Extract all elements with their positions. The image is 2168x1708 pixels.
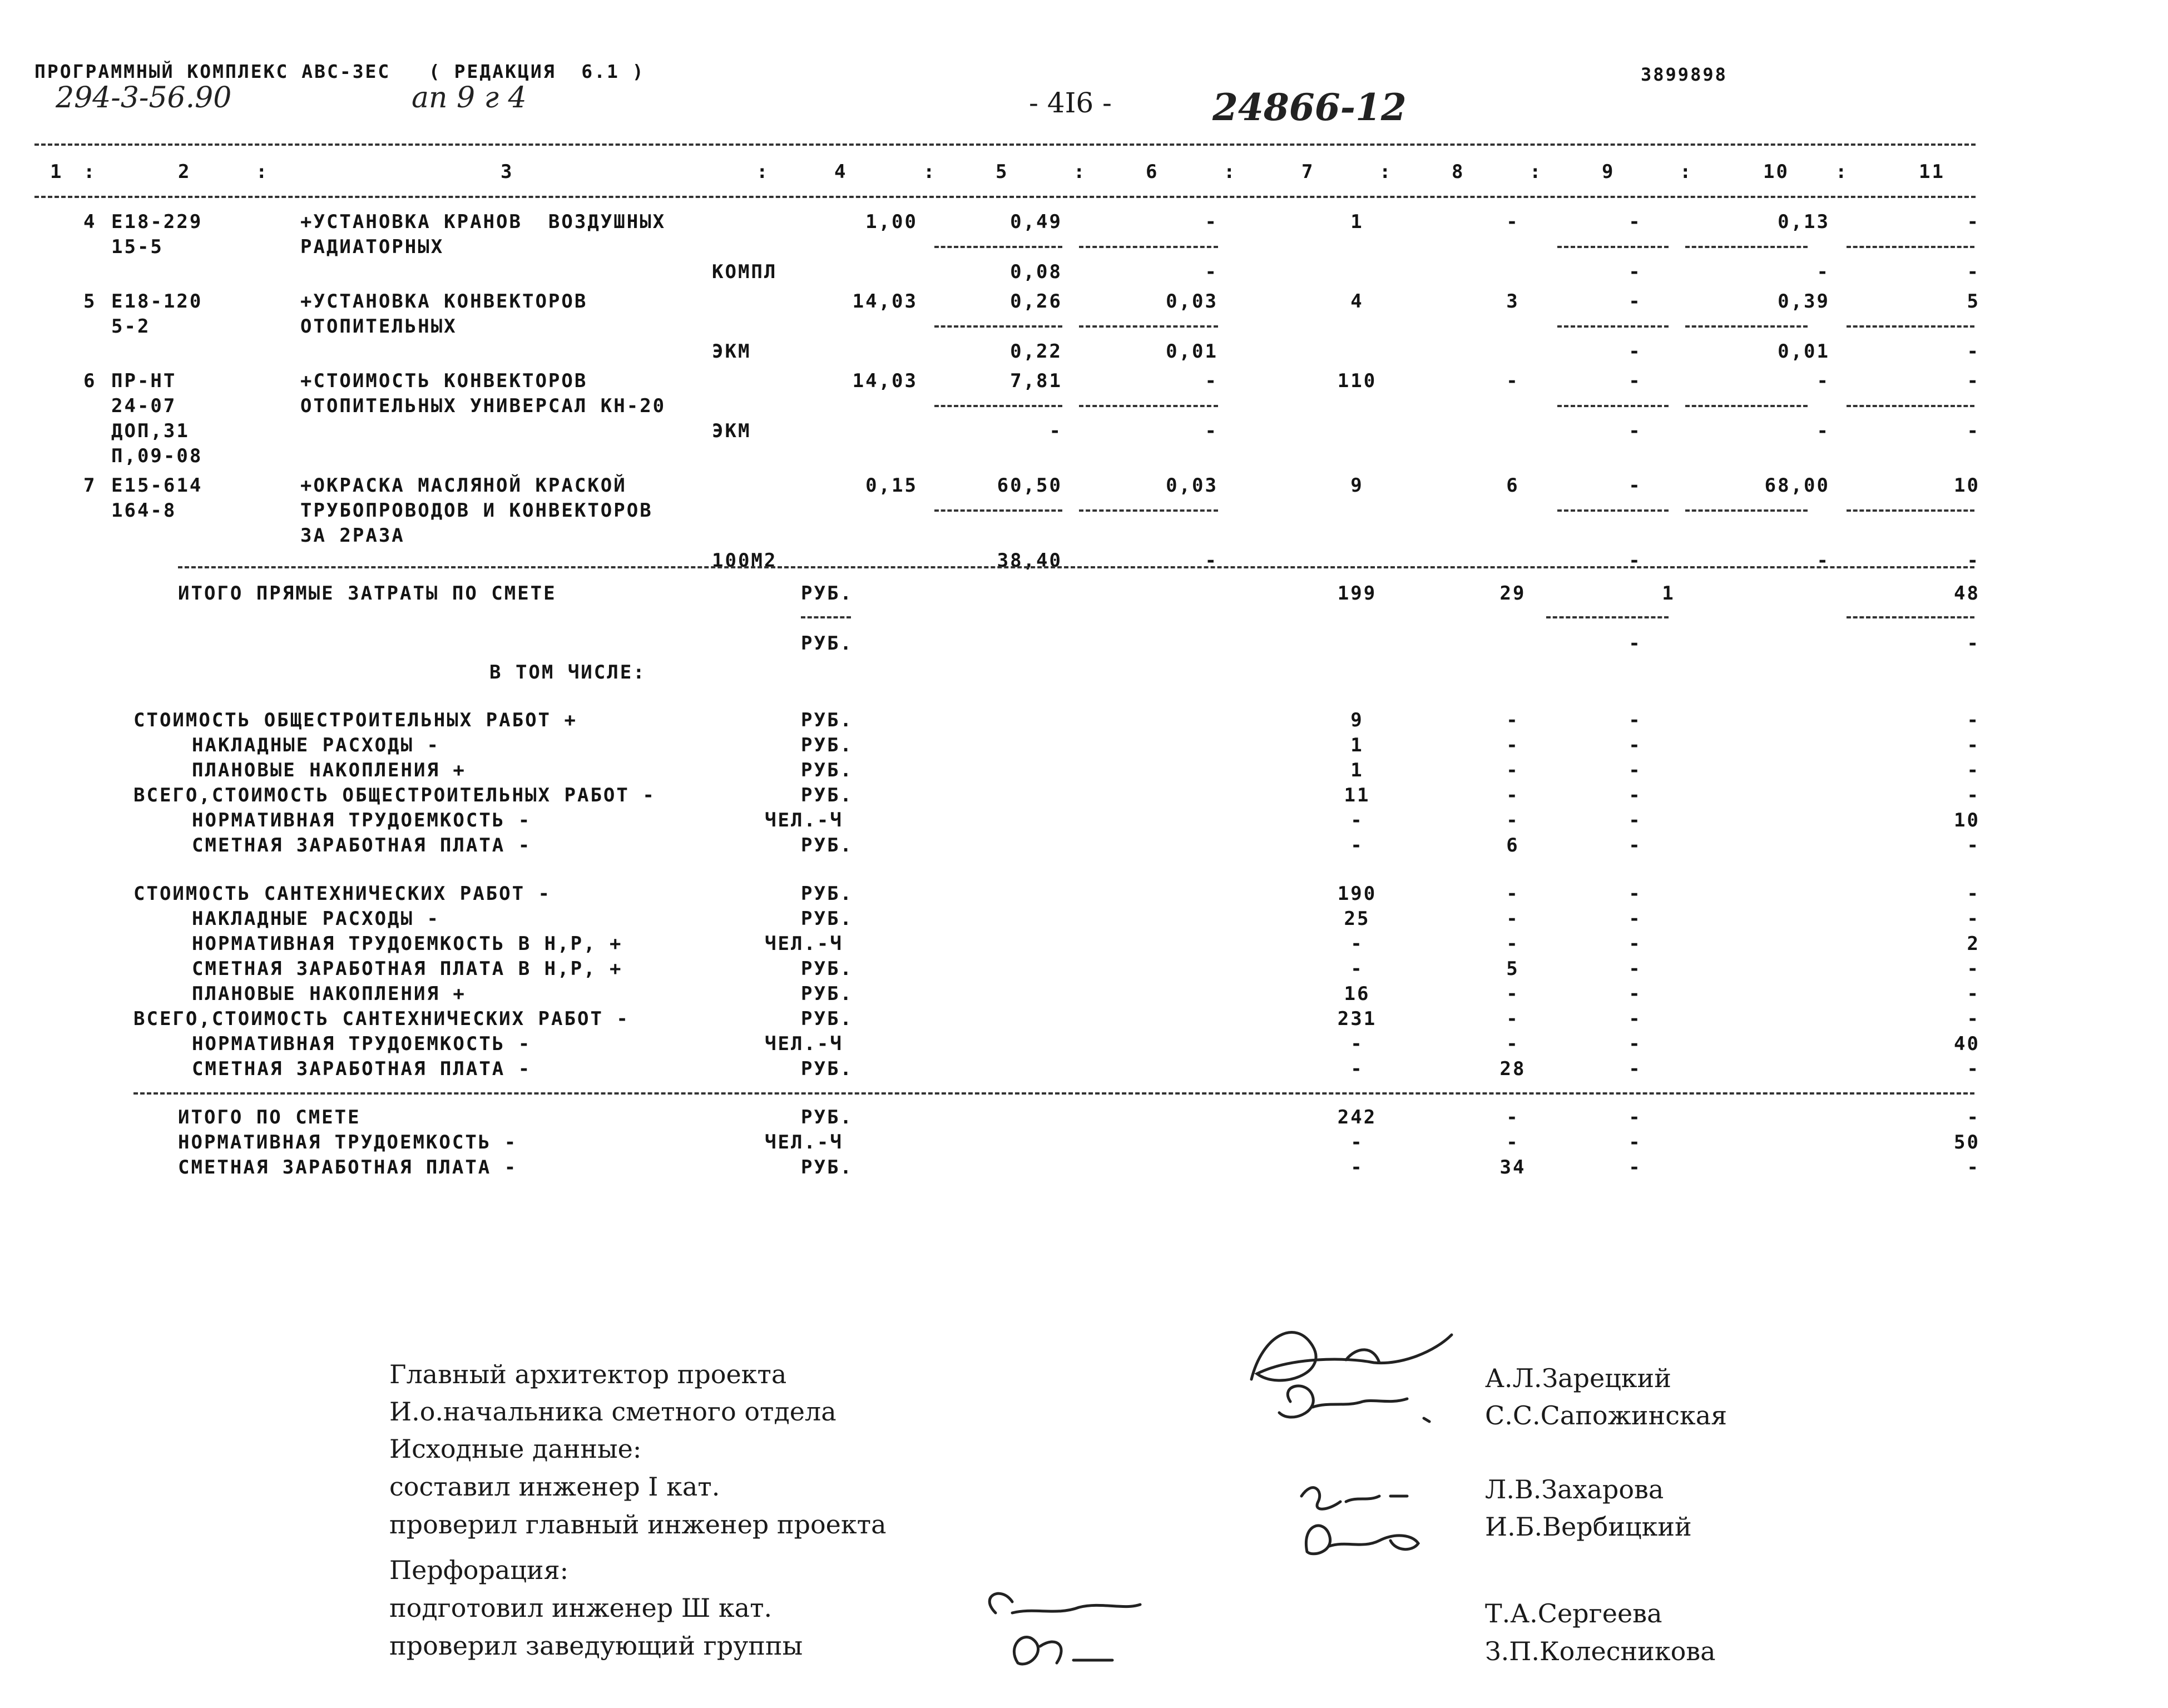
grand-total-col9: - xyxy=(1629,1156,1642,1179)
item-col11: 10 xyxy=(1954,474,1980,497)
summary-unit: РУБ. xyxy=(801,1008,853,1030)
summary-col8: - xyxy=(1506,784,1519,806)
summary-unit: РУБ. xyxy=(801,784,853,806)
summary-unit: ЧЕЛ.-Ч xyxy=(765,1033,843,1055)
summary-col11: - xyxy=(1967,834,1980,857)
summary-col9: - xyxy=(1629,784,1642,806)
summary-col8: - xyxy=(1506,1033,1519,1055)
item-code: ДОП,31 xyxy=(111,420,190,442)
summary-col7: - xyxy=(1350,933,1364,955)
item-code: П,09-08 xyxy=(111,445,203,467)
item-col5-sub: - xyxy=(1049,420,1062,442)
item-col11-sub: - xyxy=(1967,340,1980,363)
summary-col7: 16 xyxy=(1344,983,1370,1005)
summary-col7: 190 xyxy=(1337,883,1377,905)
summary-unit: РУБ. xyxy=(801,883,853,905)
item-quantity: 14,03 xyxy=(852,370,918,392)
item-col6: - xyxy=(1205,211,1218,233)
signature-role: И.о.начальника сметного отдела xyxy=(389,1397,836,1427)
summary-col9: - xyxy=(1629,809,1642,831)
summary-col8: - xyxy=(1506,709,1519,731)
direct-total-col11b: - xyxy=(1967,632,1980,655)
item-number: 4 xyxy=(83,211,97,233)
grand-total-col7: 242 xyxy=(1337,1106,1377,1128)
summary-col8: - xyxy=(1506,883,1519,905)
summary-col9: - xyxy=(1629,759,1642,781)
item-col5: 0,49 xyxy=(1010,211,1062,233)
signature-role: проверил заведующий группы xyxy=(389,1631,803,1661)
item-code: Е18-120 xyxy=(111,290,203,313)
column-number: 11 xyxy=(1919,161,1945,183)
summary-col9: - xyxy=(1629,958,1642,980)
grand-total-col9: - xyxy=(1629,1131,1642,1153)
item-col5-sub: 38,40 xyxy=(997,549,1062,572)
item-subrule xyxy=(1079,405,1218,407)
summary-label: СМЕТНАЯ ЗАРАБОТНАЯ ПЛАТА - xyxy=(192,1058,532,1080)
header-rule-bottom xyxy=(34,196,1976,198)
summary-unit: РУБ. xyxy=(801,834,853,857)
item-subrule xyxy=(1079,325,1218,328)
column-separator: : xyxy=(1224,161,1237,183)
direct-total-col11: 48 xyxy=(1954,582,1980,605)
item-col10-sub: - xyxy=(1816,549,1830,572)
summary-unit: РУБ. xyxy=(801,1058,853,1080)
summary-col7: - xyxy=(1350,1058,1364,1080)
direct-total-unit: РУБ. xyxy=(801,582,853,605)
column-number: 4 xyxy=(834,161,848,183)
signature-name: И.Б.Вербицкий xyxy=(1485,1512,1692,1542)
summary-unit: РУБ. xyxy=(801,759,853,781)
signature-name: З.П.Колесникова xyxy=(1485,1636,1716,1666)
column-separator: : xyxy=(923,161,937,183)
summary-col7: 1 xyxy=(1350,734,1364,756)
summary-col11: 40 xyxy=(1954,1033,1980,1055)
item-col10: 0,39 xyxy=(1778,290,1830,313)
summary-label: НОРМАТИВНАЯ ТРУДОЕМКОСТЬ - xyxy=(192,809,532,831)
direct-total-subrule xyxy=(1546,616,1669,618)
item-col9: - xyxy=(1629,211,1642,233)
column-separator: : xyxy=(1379,161,1393,183)
item-subrule xyxy=(1079,509,1218,512)
item-unit: 100М2 xyxy=(712,549,778,572)
summary-col9: - xyxy=(1629,1058,1642,1080)
item-col5-sub: 0,22 xyxy=(1010,340,1062,363)
column-number: 6 xyxy=(1146,161,1159,183)
grand-total-col7: - xyxy=(1350,1131,1364,1153)
item-col7: 110 xyxy=(1337,370,1377,392)
item-unit: ЭКМ xyxy=(712,340,751,363)
item-subrule xyxy=(1079,246,1218,248)
summary-col11: - xyxy=(1967,1008,1980,1030)
item-col5-sub: 0,08 xyxy=(1010,261,1062,283)
column-number: 5 xyxy=(996,161,1009,183)
summary-col11: - xyxy=(1967,709,1980,731)
summary-col11: 2 xyxy=(1967,933,1980,955)
signature-name: А.Л.Зарецкий xyxy=(1485,1363,1671,1393)
summary-label: СМЕТНАЯ ЗАРАБОТНАЯ ПЛАТА В Н,Р, + xyxy=(192,958,623,980)
summary-col8: 6 xyxy=(1506,834,1519,857)
column-separator: : xyxy=(1073,161,1087,183)
item-subrule xyxy=(1685,246,1808,248)
item-col10: 0,13 xyxy=(1778,211,1830,233)
column-separator: : xyxy=(1530,161,1543,183)
column-number: 10 xyxy=(1763,161,1789,183)
grand-total-col8: - xyxy=(1506,1131,1519,1153)
item-subrule xyxy=(1557,405,1669,407)
signature-role: Перфорация: xyxy=(389,1555,569,1585)
summary-col8: - xyxy=(1506,809,1519,831)
grand-total-col11: - xyxy=(1967,1156,1980,1179)
summary-col8: - xyxy=(1506,734,1519,756)
summary-col8: - xyxy=(1506,1008,1519,1030)
column-separator: : xyxy=(256,161,269,183)
direct-total-subrule xyxy=(801,616,851,618)
summary-col8: 28 xyxy=(1499,1058,1526,1080)
summary-col7: 25 xyxy=(1344,908,1370,930)
item-col8: - xyxy=(1506,211,1519,233)
summary-label: НОРМАТИВНАЯ ТРУДОЕМКОСТЬ В Н,Р, + xyxy=(192,933,623,955)
item-name: ОТОПИТЕЛЬНЫХ УНИВЕРСАЛ КН-20 xyxy=(300,395,666,417)
item-code: 5-2 xyxy=(111,315,151,338)
item-col10-sub: - xyxy=(1816,420,1830,442)
summary-col7: 11 xyxy=(1344,784,1370,806)
summary-col7: 231 xyxy=(1337,1008,1377,1030)
item-name: +СТОИМОСТЬ КОНВЕКТОРОВ xyxy=(300,370,588,392)
summary-label: СТОИМОСТЬ САНТЕХНИЧЕСКИХ РАБОТ - xyxy=(133,883,552,905)
grand-total-col11: - xyxy=(1967,1106,1980,1128)
grand-total-col8: - xyxy=(1506,1106,1519,1128)
grand-total-unit: РУБ. xyxy=(801,1156,853,1179)
item-col11-sub: - xyxy=(1967,549,1980,572)
item-col5: 0,26 xyxy=(1010,290,1062,313)
item-code: Е15-614 xyxy=(111,474,203,497)
item-number: 5 xyxy=(83,290,97,313)
summary-label: НОРМАТИВНАЯ ТРУДОЕМКОСТЬ - xyxy=(192,1033,532,1055)
summary-col9: - xyxy=(1629,1008,1642,1030)
summary-col11: - xyxy=(1967,759,1980,781)
item-name: +ОКРАСКА МАСЛЯНОЙ КРАСКОЙ xyxy=(300,474,627,497)
signature-role: составил инженер I кат. xyxy=(389,1472,720,1502)
item-subrule xyxy=(1557,509,1669,512)
direct-total-subrule xyxy=(1847,616,1974,618)
item-col6-sub: - xyxy=(1205,420,1218,442)
signature-name: С.С.Сапожинская xyxy=(1485,1400,1728,1430)
item-col10: - xyxy=(1816,370,1830,392)
item-subrule xyxy=(1685,325,1808,328)
item-quantity: 0,15 xyxy=(865,474,918,497)
grand-total-label: СМЕТНАЯ ЗАРАБОТНАЯ ПЛАТА - xyxy=(178,1156,518,1179)
grand-total-label: ИТОГО ПО СМЕТЕ xyxy=(178,1106,361,1128)
direct-total-unit2: РУБ. xyxy=(801,632,853,655)
summary-col8: - xyxy=(1506,759,1519,781)
summary-col11: - xyxy=(1967,883,1980,905)
signature-role: проверил главный инженер проекта xyxy=(389,1509,887,1539)
direct-total-col9: 1 xyxy=(1662,582,1675,605)
item-col9: - xyxy=(1629,290,1642,313)
item-number: 6 xyxy=(83,370,97,392)
item-code: 164-8 xyxy=(111,499,177,522)
direct-total-col8: 29 xyxy=(1499,582,1526,605)
item-col11-sub: - xyxy=(1967,420,1980,442)
item-col7: 9 xyxy=(1350,474,1364,497)
summary-label: НАКЛАДНЫЕ РАСХОДЫ - xyxy=(192,908,440,930)
column-separator: : xyxy=(1680,161,1693,183)
summary-col8: - xyxy=(1506,908,1519,930)
item-col9: - xyxy=(1629,370,1642,392)
direct-total-label: ИТОГО ПРЯМЫЕ ЗАТРАТЫ ПО СМЕТЕ xyxy=(178,582,557,605)
direct-total-col9b: - xyxy=(1629,632,1642,655)
item-col9-sub: - xyxy=(1629,261,1642,283)
item-col6-sub: 0,01 xyxy=(1166,340,1218,363)
summary-unit: ЧЕЛ.-Ч xyxy=(765,933,843,955)
summary-col11: - xyxy=(1967,784,1980,806)
summary-col11: - xyxy=(1967,1058,1980,1080)
item-col11: 5 xyxy=(1967,290,1980,313)
grand-total-rule xyxy=(133,1092,1974,1095)
item-quantity: 14,03 xyxy=(852,290,918,313)
grand-total-label: НОРМАТИВНАЯ ТРУДОЕМКОСТЬ - xyxy=(178,1131,518,1153)
grand-total-col8: 34 xyxy=(1499,1156,1526,1179)
summary-unit: РУБ. xyxy=(801,734,853,756)
summary-col9: - xyxy=(1629,908,1642,930)
summary-col9: - xyxy=(1629,709,1642,731)
summary-unit: ЧЕЛ.-Ч xyxy=(765,809,843,831)
item-col9-sub: - xyxy=(1629,340,1642,363)
item-subrule xyxy=(934,405,1062,407)
column-number: 8 xyxy=(1452,161,1465,183)
summary-col7: - xyxy=(1350,809,1364,831)
header-rule-top xyxy=(34,143,1976,146)
grand-total-unit: РУБ. xyxy=(801,1106,853,1128)
signature-role: Исходные данные: xyxy=(389,1434,642,1464)
serial-number: 3899898 xyxy=(1641,64,1728,85)
item-col7: 1 xyxy=(1350,211,1364,233)
program-title: ПРОГРАММНЫЙ КОМПЛЕКС АВС-ЗЕС ( РЕДАКЦИЯ 6.1 ) xyxy=(34,61,645,82)
item-code: Е18-229 xyxy=(111,211,203,233)
album-number: ап 9 г 4 xyxy=(412,81,527,115)
item-subrule xyxy=(1847,405,1974,407)
signature-name: Л.В.Захарова xyxy=(1485,1474,1664,1504)
item-subrule xyxy=(1557,246,1669,248)
summary-col8: - xyxy=(1506,933,1519,955)
item-col6: - xyxy=(1205,370,1218,392)
item-col6-sub: - xyxy=(1205,261,1218,283)
item-col7: 4 xyxy=(1350,290,1364,313)
summary-col8: - xyxy=(1506,983,1519,1005)
item-name: ОТОПИТЕЛЬНЫХ xyxy=(300,315,457,338)
summary-label: СТОИМОСТЬ ОБЩЕСТРОИТЕЛЬНЫХ РАБОТ + xyxy=(133,709,577,731)
summary-col11: - xyxy=(1967,958,1980,980)
document-code: 294-3-56.90 xyxy=(56,81,232,115)
summary-col9: - xyxy=(1629,834,1642,857)
item-code: 24-07 xyxy=(111,395,177,417)
signature-role: подготовил инженер Ш кат. xyxy=(389,1593,773,1623)
summary-unit: РУБ. xyxy=(801,958,853,980)
item-unit: ЭКМ xyxy=(712,420,751,442)
summary-col7: - xyxy=(1350,834,1364,857)
item-col9: - xyxy=(1629,474,1642,497)
item-subrule xyxy=(1847,246,1974,248)
item-name: ТРУБОПРОВОДОВ И КОНВЕКТОРОВ xyxy=(300,499,653,522)
column-separator: : xyxy=(1835,161,1849,183)
signature-role: Главный архитектор проекта xyxy=(389,1359,787,1389)
summary-label: ПЛАНОВЫЕ НАКОПЛЕНИЯ + xyxy=(192,759,466,781)
item-subrule xyxy=(1557,325,1669,328)
item-col11: - xyxy=(1967,211,1980,233)
item-col5: 7,81 xyxy=(1010,370,1062,392)
summary-col11: - xyxy=(1967,734,1980,756)
summary-col11: 10 xyxy=(1954,809,1980,831)
item-subrule xyxy=(934,509,1062,512)
item-subrule xyxy=(934,246,1062,248)
item-col10-sub: 0,01 xyxy=(1778,340,1830,363)
item-col10: 68,00 xyxy=(1764,474,1830,497)
summary-col7: 1 xyxy=(1350,759,1364,781)
summary-col9: - xyxy=(1629,734,1642,756)
item-col11: - xyxy=(1967,370,1980,392)
item-col6-sub: - xyxy=(1205,549,1218,572)
summary-col9: - xyxy=(1629,1033,1642,1055)
item-col9-sub: - xyxy=(1629,549,1642,572)
item-quantity: 1,00 xyxy=(865,211,918,233)
grand-total-col11: 50 xyxy=(1954,1131,1980,1153)
item-col6: 0,03 xyxy=(1166,290,1218,313)
summary-col7: - xyxy=(1350,1033,1364,1055)
grand-total-unit: ЧЕЛ.-Ч xyxy=(765,1131,843,1153)
column-number: 3 xyxy=(501,161,514,183)
grand-total-col9: - xyxy=(1629,1106,1642,1128)
item-code: ПР-НТ xyxy=(111,370,177,392)
item-code: 15-5 xyxy=(111,236,164,258)
item-unit: КОМПЛ xyxy=(712,261,778,283)
item-name: ЗА 2РАЗА xyxy=(300,524,405,547)
summary-label: НАКЛАДНЫЕ РАСХОДЫ - xyxy=(192,734,440,756)
page-number: - 4I6 - xyxy=(1029,87,1112,119)
summary-label: СМЕТНАЯ ЗАРАБОТНАЯ ПЛАТА - xyxy=(192,834,532,857)
item-col10-sub: - xyxy=(1816,261,1830,283)
summary-col7: 9 xyxy=(1350,709,1364,731)
item-col8: 6 xyxy=(1506,474,1519,497)
summary-col9: - xyxy=(1629,933,1642,955)
column-number: 2 xyxy=(178,161,191,183)
item-subrule xyxy=(1685,405,1808,407)
column-separator: : xyxy=(83,161,97,183)
item-name: РАДИАТОРНЫХ xyxy=(300,236,444,258)
column-number: 1 xyxy=(50,161,63,183)
summary-col11: - xyxy=(1967,908,1980,930)
summary-col9: - xyxy=(1629,883,1642,905)
item-name: +УСТАНОВКА КОНВЕКТОРОВ xyxy=(300,290,588,313)
summary-label: ВСЕГО,СТОИМОСТЬ САНТЕХНИЧЕСКИХ РАБОТ - xyxy=(133,1008,630,1030)
item-subrule xyxy=(1847,325,1974,328)
summary-col7: - xyxy=(1350,958,1364,980)
item-col6: 0,03 xyxy=(1166,474,1218,497)
summary-label: ПЛАНОВЫЕ НАКОПЛЕНИЯ + xyxy=(192,983,466,1005)
including-heading: В ТОМ ЧИСЛЕ: xyxy=(489,661,646,684)
item-subrule xyxy=(934,325,1062,328)
summary-col9: - xyxy=(1629,983,1642,1005)
item-col8: - xyxy=(1506,370,1519,392)
signature-name: Т.А.Сергеева xyxy=(1485,1598,1662,1628)
item-col5: 60,50 xyxy=(997,474,1062,497)
column-separator: : xyxy=(756,161,770,183)
grand-total-col7: - xyxy=(1350,1156,1364,1179)
item-subrule xyxy=(1685,509,1808,512)
item-col9-sub: - xyxy=(1629,420,1642,442)
sheet-number: 24866-12 xyxy=(1212,86,1407,129)
item-col8: 3 xyxy=(1506,290,1519,313)
summary-unit: РУБ. xyxy=(801,983,853,1005)
item-col11-sub: - xyxy=(1967,261,1980,283)
column-number: 9 xyxy=(1602,161,1615,183)
item-name: +УСТАНОВКА КРАНОВ ВОЗДУШНЫХ xyxy=(300,211,666,233)
summary-label: ВСЕГО,СТОИМОСТЬ ОБЩЕСТРОИТЕЛЬНЫХ РАБОТ - xyxy=(133,784,656,806)
column-number: 7 xyxy=(1301,161,1315,183)
summary-col8: 5 xyxy=(1506,958,1519,980)
summary-unit: РУБ. xyxy=(801,908,853,930)
summary-col11: - xyxy=(1967,983,1980,1005)
direct-total-rule xyxy=(178,566,1974,568)
item-subrule xyxy=(1847,509,1974,512)
item-number: 7 xyxy=(83,474,97,497)
summary-unit: РУБ. xyxy=(801,709,853,731)
direct-total-col7: 199 xyxy=(1337,582,1377,605)
